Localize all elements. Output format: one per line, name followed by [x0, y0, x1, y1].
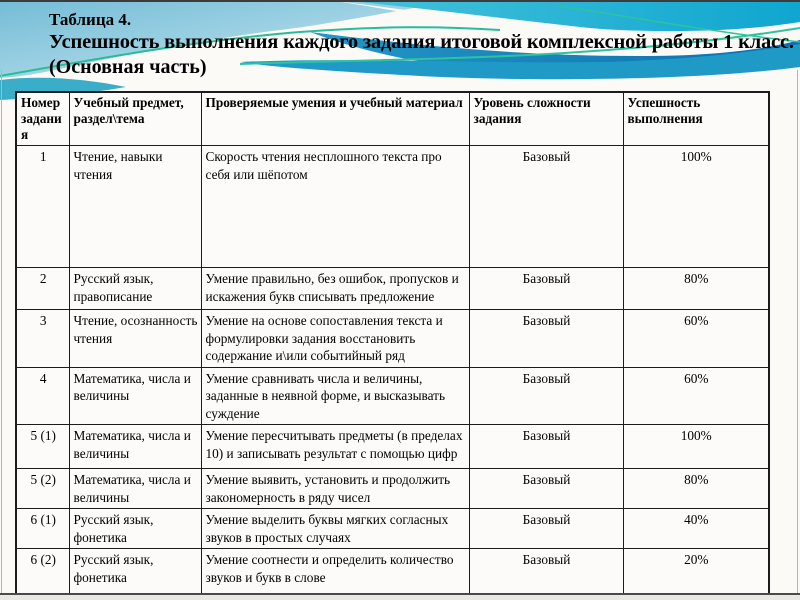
slide-title: Успешность выполнения каждого задания итоговой комплексной работы 1 класс.	[49, 31, 794, 53]
table-row	[16, 146, 769, 268]
cell-difficulty-level: Базовый	[469, 310, 623, 368]
cell-difficulty-level: Базовый	[469, 549, 623, 594]
column-header-difficulty-level: Уровень сложности задания	[469, 92, 623, 146]
column-header-success-rate: Успешность выполнения	[623, 92, 769, 146]
cell-subject: Математика, числа и величины	[69, 425, 201, 469]
results-table	[15, 91, 770, 595]
slide-frame-right	[797, 70, 798, 594]
cell-subject: Русский язык, фонетика	[69, 509, 201, 549]
cell-task-number: 3	[16, 310, 69, 368]
cell-difficulty-level: Базовый	[469, 146, 623, 268]
cell-difficulty-level: Базовый	[469, 469, 623, 509]
cell-difficulty-level: Базовый	[469, 367, 623, 425]
cell-success-rate: 100%	[623, 146, 769, 268]
cell-task-number: 5 (1)	[16, 425, 69, 469]
cell-subject: Русский язык, правописание	[69, 268, 201, 310]
cell-task-number: 2	[16, 268, 69, 310]
cell-subject: Чтение, осознанность чтения	[69, 310, 201, 368]
cell-subject: Русский язык, фонетика	[69, 549, 201, 594]
column-header-skills: Проверяемые умения и учебный материал	[201, 92, 469, 146]
cell-difficulty-level: Базовый	[469, 425, 623, 469]
cell-skills: Умение выделить буквы мягких согласных звуков в простых случаях	[201, 509, 469, 549]
cell-skills: Умение правильно, без ошибок, пропусков и искажения букв списывать предложение	[201, 268, 469, 310]
cell-task-number: 6 (1)	[16, 509, 69, 549]
cell-skills: Умение соотнести и определить количество звуков и букв в слове	[201, 549, 469, 594]
table-row	[16, 469, 769, 509]
table-row	[16, 549, 769, 594]
table-row	[16, 268, 769, 310]
cell-skills: Умение сравнивать числа и величины, заданные в неявной форме, и высказывать суждение	[201, 367, 469, 425]
cell-success-rate: 20%	[623, 549, 769, 594]
cell-skills: Умение на основе сопоставления текста и формулировки задания восстановить содержание и\или событийный ряд	[201, 310, 469, 368]
table-caption: Таблица 4.	[49, 10, 132, 29]
cell-task-number: 1	[16, 146, 69, 268]
table-row	[16, 425, 769, 469]
cell-success-rate: 80%	[623, 469, 769, 509]
cell-success-rate: 60%	[623, 310, 769, 368]
column-header-subject: Учебный предмет, раздел\тема	[69, 92, 201, 146]
slide-frame-left	[1, 70, 2, 594]
table-row	[16, 310, 769, 368]
cell-difficulty-level: Базовый	[469, 268, 623, 310]
column-header-task-number: Номер задания	[16, 92, 69, 146]
cell-success-rate: 80%	[623, 268, 769, 310]
cell-subject: Чтение, навыки чтения	[69, 146, 201, 268]
cell-skills: Скорость чтения несплошного текста про себя или шёпотом	[201, 146, 469, 268]
cell-success-rate: 40%	[623, 509, 769, 549]
cell-subject: Математика, числа и величины	[69, 367, 201, 425]
slide-subtitle: (Основная часть)	[49, 56, 207, 78]
cell-subject: Математика, числа и величины	[69, 469, 201, 509]
cell-skills: Умение выявить, установить и продолжить закономерность в ряду чисел	[201, 469, 469, 509]
cell-task-number: 4	[16, 367, 69, 425]
cell-difficulty-level: Базовый	[469, 509, 623, 549]
cell-success-rate: 60%	[623, 367, 769, 425]
table-header-row	[16, 92, 769, 146]
cell-success-rate: 100%	[623, 425, 769, 469]
title-block	[49, 10, 794, 80]
table-row	[16, 509, 769, 549]
cell-skills: Умение пересчитывать предметы (в пределах 10) и записывать результат с помощью цифр	[201, 425, 469, 469]
table-row	[16, 367, 769, 425]
cell-task-number: 5 (2)	[16, 469, 69, 509]
slide-frame-under	[0, 595, 800, 600]
cell-task-number: 6 (2)	[16, 549, 69, 594]
